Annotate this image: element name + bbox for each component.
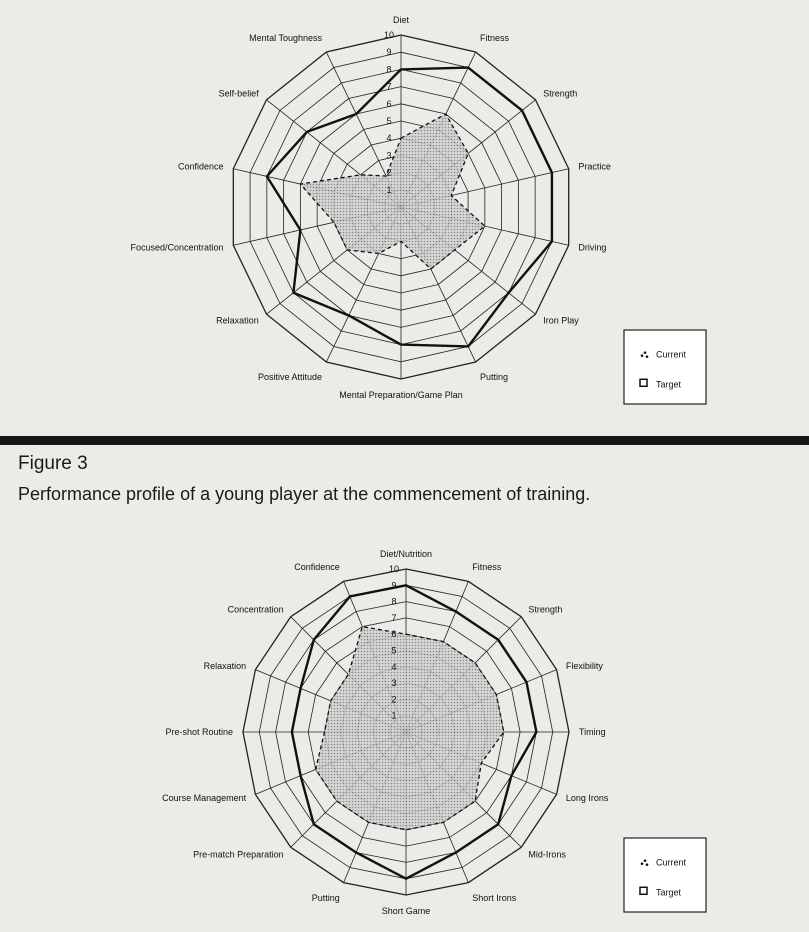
category-label: Concentration <box>227 604 284 615</box>
chart-legend <box>624 330 706 404</box>
category-label: Focused/Concentration <box>130 242 224 253</box>
tick-label: 1 <box>391 710 397 721</box>
legend-entry-current: Current <box>656 857 687 868</box>
category-label: Diet <box>392 15 410 25</box>
legend-box <box>624 838 706 912</box>
tick-label: 2 <box>391 694 397 705</box>
category-label: Diet/Nutrition <box>379 549 433 559</box>
category-label: Strength <box>543 88 578 99</box>
legend-current-marker <box>641 862 644 865</box>
radar-chart-1 <box>0 0 809 436</box>
legend-entry-current: Current <box>656 349 687 360</box>
tick-label: 10 <box>383 30 395 40</box>
tick-label: 7 <box>386 81 392 92</box>
legend-current-marker <box>646 863 649 866</box>
category-label: Flexibility <box>565 660 603 671</box>
series-current-line <box>316 627 504 830</box>
category-label: Mental Preparation/Game Plan <box>339 390 463 400</box>
category-label: Fitness <box>472 562 502 573</box>
tick-label: 1 <box>386 184 392 195</box>
legend-current-marker <box>646 355 649 358</box>
category-label: Pre-shot Routine <box>165 727 233 737</box>
section-divider <box>0 436 809 445</box>
category-label: Long Irons <box>565 793 609 804</box>
legend-current-marker <box>644 351 647 354</box>
tick-label: 6 <box>386 98 392 109</box>
category-label: Course Management <box>162 793 247 804</box>
category-label: Pre-match Preparation <box>193 849 284 860</box>
tick-label: 2 <box>386 167 392 178</box>
tick-label: 7 <box>391 612 397 623</box>
category-label: Putting <box>479 371 508 382</box>
legend-entry-target: Target <box>656 887 682 898</box>
category-label: Mental Toughness <box>249 33 323 44</box>
tick-label: 10 <box>388 564 400 574</box>
legend-box <box>624 330 706 404</box>
tick-label: 4 <box>391 661 397 672</box>
category-label: Relaxation <box>216 315 259 326</box>
tick-label: 8 <box>391 596 397 607</box>
tick-label: 6 <box>391 629 397 640</box>
category-label: Iron Play <box>543 315 579 326</box>
tick-label: 9 <box>391 580 397 591</box>
legend-current-marker <box>644 859 647 862</box>
figure-label: Figure 3 <box>18 453 88 474</box>
category-label: Short Game <box>381 906 431 916</box>
category-label: Practice <box>578 161 611 172</box>
category-label: Putting <box>311 892 340 903</box>
category-label: Self-belief <box>218 88 259 99</box>
category-label: Mid-Irons <box>528 849 566 860</box>
legend-entry-target: Target <box>656 379 682 390</box>
category-label: Confidence <box>294 562 340 573</box>
tick-label: 8 <box>386 64 392 75</box>
tick-label: 9 <box>386 47 392 58</box>
tick-label: 3 <box>391 678 397 689</box>
category-label: Timing <box>579 727 606 737</box>
category-label: Fitness <box>479 33 509 44</box>
category-label: Positive Attitude <box>257 371 323 382</box>
category-label: Strength <box>528 604 563 615</box>
legend-current-marker <box>641 354 644 357</box>
radar-chart-2 <box>0 542 809 932</box>
chart-legend <box>624 838 706 912</box>
category-label: Confidence <box>178 161 224 172</box>
category-label: Short Irons <box>472 892 517 903</box>
tick-label: 5 <box>386 116 392 126</box>
figure-caption: Performance profile of a young player at the commencement of training. <box>18 484 591 504</box>
tick-label: 3 <box>386 150 392 161</box>
category-label: Driving <box>578 242 607 253</box>
category-label: Relaxation <box>203 660 247 671</box>
tick-label: 4 <box>386 133 392 144</box>
tick-label: 5 <box>391 645 397 656</box>
series-current-line <box>300 114 484 269</box>
